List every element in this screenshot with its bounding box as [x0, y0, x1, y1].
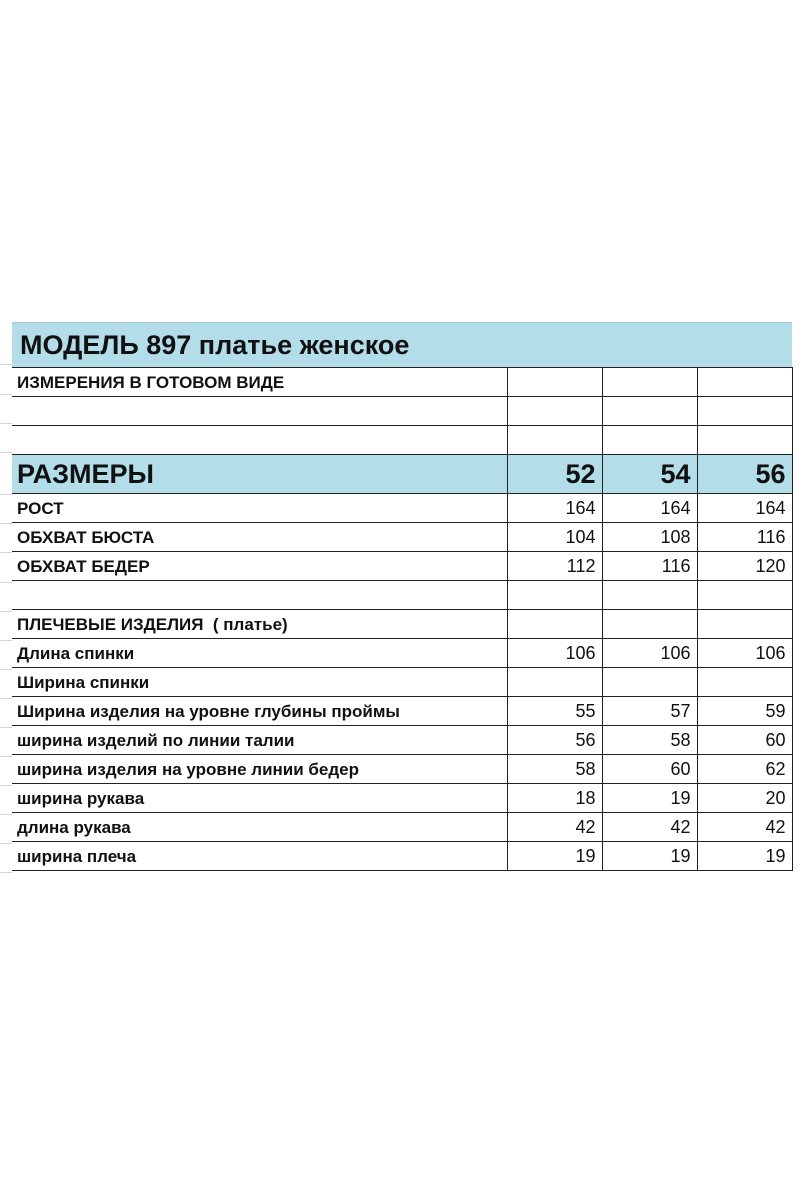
empty-row	[12, 581, 792, 610]
table-row	[12, 697, 792, 726]
value-cell: 42	[602, 813, 697, 842]
value-cell: 42	[697, 813, 792, 842]
cell	[602, 397, 697, 426]
value-cell: 58	[602, 726, 697, 755]
value-cell: 42	[507, 813, 602, 842]
size-52: 52	[507, 455, 602, 494]
value-cell: 19	[602, 842, 697, 871]
value-cell: 55	[507, 697, 602, 726]
table-row	[12, 842, 792, 871]
value-cell: 60	[602, 755, 697, 784]
value-cell: 59	[697, 697, 792, 726]
table-row	[12, 523, 792, 552]
value-cell: 112	[507, 552, 602, 581]
row-label: ширина плеча	[12, 842, 507, 871]
cell	[12, 581, 507, 610]
value-cell: 120	[697, 552, 792, 581]
table-row	[12, 755, 792, 784]
value-cell: 18	[507, 784, 602, 813]
row-label: ширина изделий по линии талии	[12, 726, 507, 755]
cell	[602, 368, 697, 397]
cell	[602, 610, 697, 639]
value-cell: 20	[697, 784, 792, 813]
value-cell: 19	[507, 842, 602, 871]
cell	[697, 426, 792, 455]
value-cell: 57	[602, 697, 697, 726]
cell	[507, 581, 602, 610]
sizes-header-row	[12, 455, 792, 494]
cell	[12, 397, 507, 426]
section-row	[12, 610, 792, 639]
value-cell	[697, 668, 792, 697]
value-cell: 164	[507, 494, 602, 523]
cell	[507, 426, 602, 455]
cell	[12, 426, 507, 455]
value-cell: 19	[602, 784, 697, 813]
table-row	[12, 552, 792, 581]
value-cell: 164	[697, 494, 792, 523]
value-cell: 108	[602, 523, 697, 552]
table-row	[12, 726, 792, 755]
cell	[697, 397, 792, 426]
value-cell: 60	[697, 726, 792, 755]
subtitle-row	[12, 368, 792, 397]
empty-row	[12, 426, 792, 455]
size-56: 56	[697, 455, 792, 494]
value-cell: 19	[697, 842, 792, 871]
cell	[697, 581, 792, 610]
value-cell: 164	[602, 494, 697, 523]
size-54: 54	[602, 455, 697, 494]
row-label: Ширина спинки	[12, 668, 507, 697]
value-cell	[602, 668, 697, 697]
value-cell: 104	[507, 523, 602, 552]
table-row	[12, 639, 792, 668]
cell	[507, 368, 602, 397]
cell	[697, 610, 792, 639]
value-cell: 106	[602, 639, 697, 668]
row-label: Ширина изделия на уровне глубины проймы	[12, 697, 507, 726]
cell	[507, 397, 602, 426]
value-cell: 106	[697, 639, 792, 668]
value-cell	[507, 668, 602, 697]
cell	[602, 426, 697, 455]
table-row	[12, 668, 792, 697]
row-label: ОБХВАТ БЕДЕР	[12, 552, 507, 581]
value-cell: 62	[697, 755, 792, 784]
value-cell: 116	[697, 523, 792, 552]
model-title: МОДЕЛЬ 897 платье женское	[12, 323, 792, 368]
cell	[697, 368, 792, 397]
cell	[507, 610, 602, 639]
table-row	[12, 494, 792, 523]
cell	[602, 581, 697, 610]
size-chart-table	[12, 322, 793, 871]
empty-row	[12, 397, 792, 426]
value-cell: 58	[507, 755, 602, 784]
row-label: ширина рукава	[12, 784, 507, 813]
sizes-label: РАЗМЕРЫ	[12, 455, 507, 494]
table-row	[12, 784, 792, 813]
value-cell: 116	[602, 552, 697, 581]
row-label: РОСТ	[12, 494, 507, 523]
row-gridlines	[0, 322, 12, 874]
section-label: ПЛЕЧЕВЫЕ ИЗДЕЛИЯ ( платье)	[12, 610, 507, 639]
value-cell: 106	[507, 639, 602, 668]
row-label: длина рукава	[12, 813, 507, 842]
title-row	[12, 323, 792, 368]
row-label: Длина спинки	[12, 639, 507, 668]
table-row	[12, 813, 792, 842]
value-cell: 56	[507, 726, 602, 755]
row-label: ширина изделия на уровне линии бедер	[12, 755, 507, 784]
measurements-heading: ИЗМЕРЕНИЯ В ГОТОВОМ ВИДЕ	[12, 368, 507, 397]
row-label: ОБХВАТ БЮСТА	[12, 523, 507, 552]
